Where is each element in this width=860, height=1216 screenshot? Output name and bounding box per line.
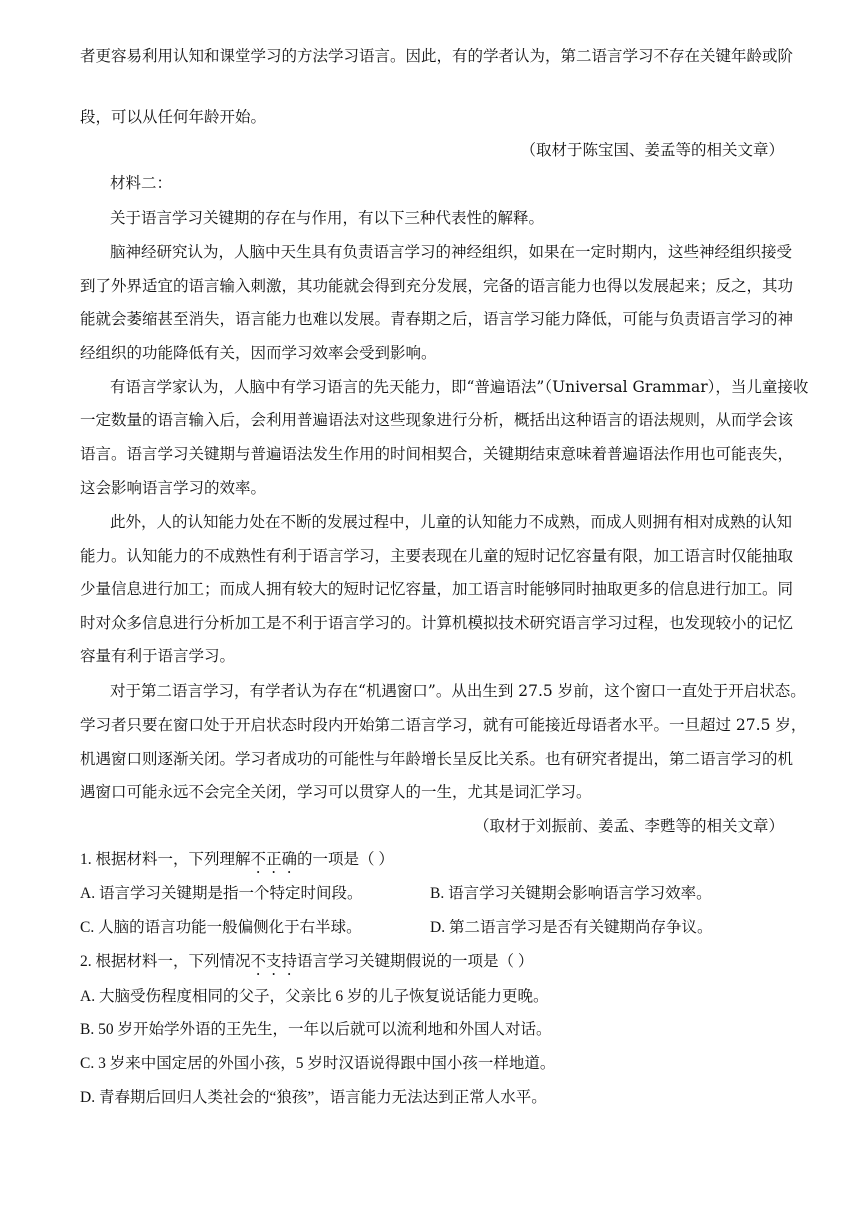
paragraph-line: 关于语言学习关键期的存在与作用，有以下三种代表性的解释。	[110, 209, 545, 227]
question-1-option-a: A. 语言学习关键期是指一个特定时间段。	[80, 885, 363, 902]
paragraph-line: 经组织的功能降低有关，因而学习效率会受到影响。	[80, 344, 437, 362]
question-2-option-c: C. 3 岁来中国定居的外国小孩，5 岁时汉语说得跟中国小孩一样地道。	[80, 1055, 556, 1072]
question-2-option-a: A. 大脑受伤程度相同的父子，父亲比 6 岁的儿子恢复说话能力更晚。	[80, 988, 549, 1005]
paragraph-line: 容量有利于语言学习。	[80, 647, 236, 665]
paragraph-line: 者更容易利用认知和课堂学习的方法学习语言。因此，有的学者认为，第二语言学习不存在关键年龄或阶	[80, 47, 794, 65]
paragraph-line: 少量信息进行加工；而成人拥有较大的短时记忆容量，加工语言时能够同时抽取更多的信息进行加工。同	[80, 580, 794, 598]
question-1-suffix: 的一项是（ ）	[297, 851, 394, 868]
question-2	[80, 945, 785, 979]
paragraph-line: 有语言学家认为，人脑中有学习语言的先天能力，即“普遍语法”（Universal Grammar），当儿童接收	[110, 378, 809, 396]
paragraph-line: 一定数量的语言输入后，会利用普遍语法对这些现象进行分析，概括出这种语言的语法规则，从而学会该	[80, 411, 794, 429]
question-1-emphasis: 不正确	[250, 851, 298, 868]
paragraph-line: 这会影响语言学习的效率。	[80, 479, 267, 497]
paragraph-line: 脑神经研究认为，人脑中天生具有负责语言学习的神经组织，如果在一定时期内，这些神经组织接受	[110, 243, 793, 261]
question-1-prefix: 1. 根据材料一，下列理解	[80, 851, 251, 868]
paragraph-line: 到了外界适宜的语言输入刺激，其功能就会得到充分发展，完备的语言能力也得以发展起来；反之，其功	[80, 277, 794, 295]
question-2-suffix: 语言学习关键期假说的一项是（ ）	[297, 953, 534, 970]
source-citation: （取材于陈宝国、姜孟等的相关文章）	[520, 141, 784, 159]
paragraph-line: 学习者只要在窗口处于开启状态时段内开始第二语言学习，就有可能接近母语者水平。一旦超过 27.5 岁，	[80, 716, 807, 734]
material-heading: 材料二：	[110, 174, 173, 192]
paragraph-line: 能力。认知能力的不成熟性有利于语言学习，主要表现在儿童的短时记忆容量有限，加工语言时仅能抽取	[80, 547, 794, 565]
source-citation: （取材于刘振前、姜孟、李甦等的相关文章）	[473, 817, 784, 835]
question-1	[80, 843, 785, 877]
question-1-option-d: D. 第二语言学习是否有关键期尚存争议。	[430, 919, 713, 936]
question-1-option-b: B. 语言学习关键期会影响语言学习效率。	[430, 885, 712, 902]
paragraph-line: 对于第二语言学习，有学者认为存在“机遇窗口”。从出生到 27.5 岁前，这个窗口一直处于开启状态。	[110, 682, 806, 700]
question-2-option-b: B. 50 岁开始学外语的王先生，一年以后就可以流利地和外国人对话。	[80, 1021, 552, 1038]
paragraph-line: 遇窗口可能永远不会完全关闭，学习可以贯穿人的一生，尤其是词汇学习。	[80, 783, 592, 801]
paragraph-line: 此外，人的认知能力处在不断的发展过程中，儿童的认知能力不成熟，而成人则拥有相对成熟的认知	[110, 513, 793, 531]
paragraph-line: 时对众多信息进行分析加工是不利于语言学习的。计算机模拟技术研究语言学习过程，也发现较小的记忆	[80, 614, 794, 632]
question-2-emphasis: 不支持	[250, 953, 298, 970]
question-2-option-d: D. 青春期后回归人类社会的“狼孩”，语言能力无法达到正常人水平。	[80, 1089, 547, 1106]
paragraph-line: 语言。语言学习关键期与普遍语法发生作用的时间相契合，关键期结束意味着普遍语法作用也可能丧失，	[80, 445, 794, 463]
paragraph-line: 能就会萎缩甚至消失，语言能力也难以发展。青春期之后，语言学习能力降低，可能与负责语言学习的神	[80, 310, 794, 328]
question-1-option-c: C. 人脑的语言功能一般偏侧化于右半球。	[80, 919, 362, 936]
question-2-prefix: 2. 根据材料一，下列情况	[80, 953, 251, 970]
paragraph-line: 机遇窗口则逐渐关闭。学习者成功的可能性与年龄增长呈反比关系。也有研究者提出，第二语言学习的机	[80, 750, 794, 768]
paragraph-line: 段，可以从任何年龄开始。	[80, 108, 267, 126]
